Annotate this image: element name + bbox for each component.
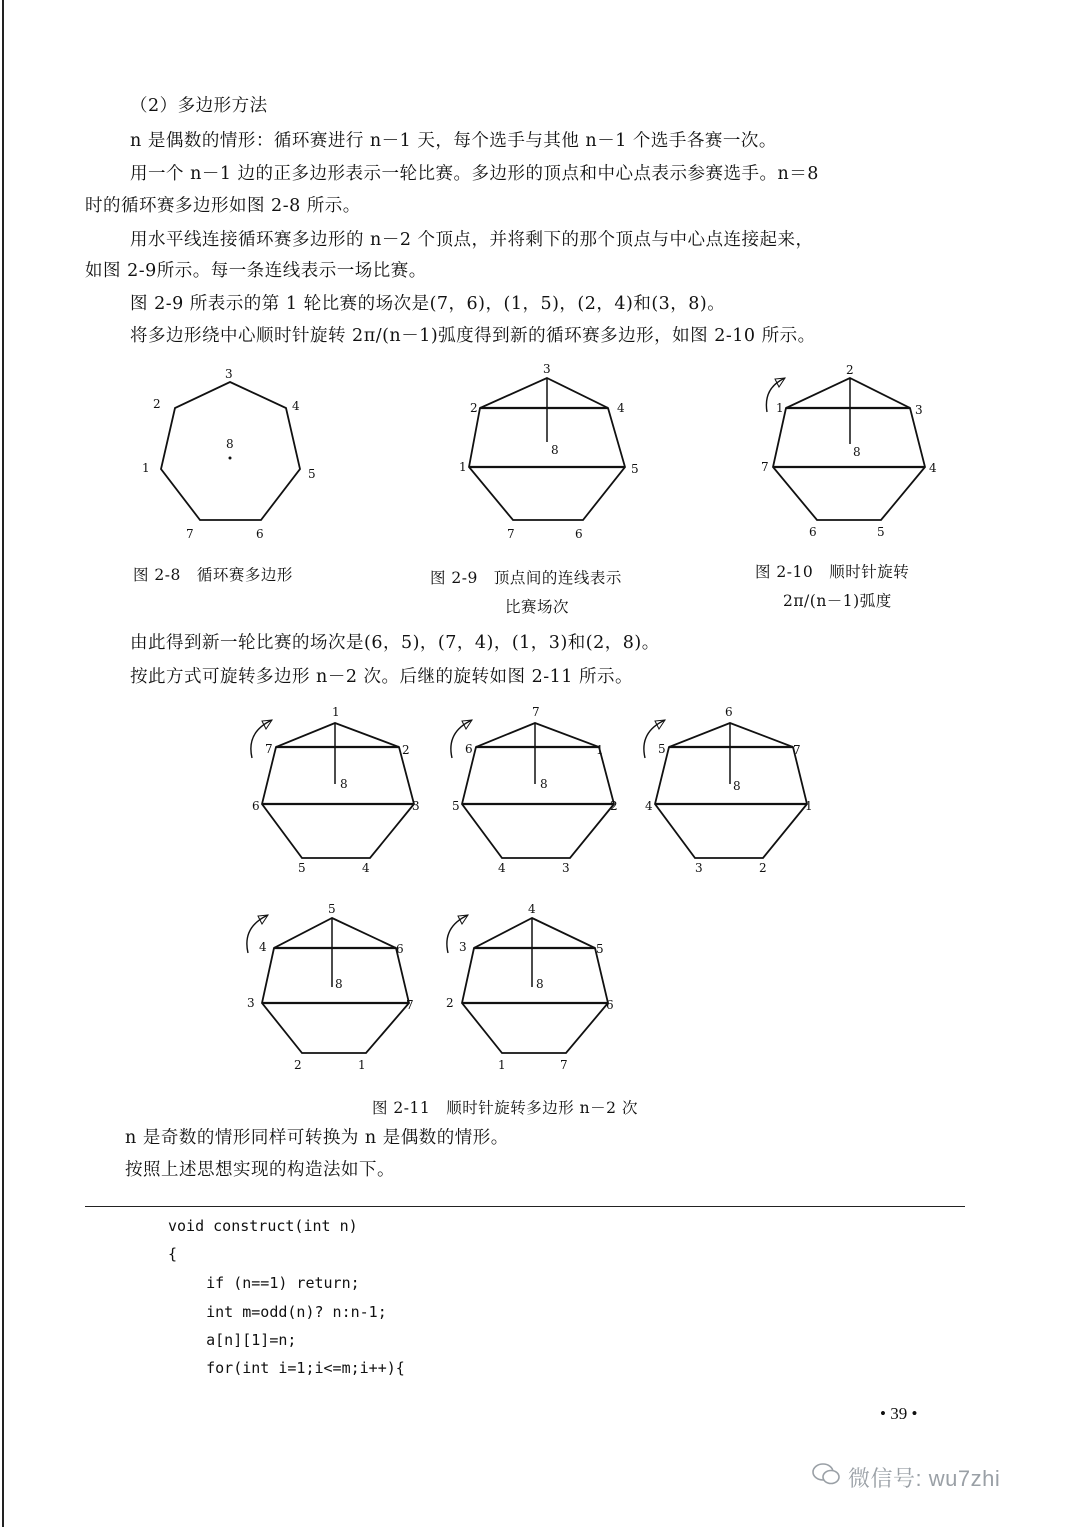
vertex-label: 6 xyxy=(606,998,614,1012)
section-title: （2）多边形方法 xyxy=(130,96,268,116)
paragraph: 由此得到新一轮比赛的场次是(6，5)，(7，4)，(1，3)和(2，8)。 xyxy=(130,633,660,653)
vertex-label: 3 xyxy=(225,367,233,381)
code-line: int m=odd(n)? n:n-1; xyxy=(170,1303,387,1321)
vertex-label: 2 xyxy=(294,1058,302,1072)
vertex-label: 4 xyxy=(528,902,536,916)
center-label: 8 xyxy=(226,437,234,451)
vertex-label: 3 xyxy=(412,799,420,813)
vertex-label: 3 xyxy=(459,940,467,954)
vertex-label: 2 xyxy=(446,996,454,1010)
vertex-label: 7 xyxy=(793,743,801,757)
code-line: for(int i=1;i<=m;i++){ xyxy=(170,1359,405,1377)
paragraph: n 是偶数的情形：循环赛进行 n－1 天，每个选手与其他 n－1 个选手各赛一次。 xyxy=(130,131,777,151)
vertex-label: 2 xyxy=(402,743,410,757)
code-line: void construct(int n) xyxy=(168,1217,358,1235)
center-label: 8 xyxy=(733,779,741,793)
code-line: if (n==1) return; xyxy=(170,1274,360,1292)
vertex-label: 3 xyxy=(543,362,551,376)
vertex-label: 4 xyxy=(292,399,300,413)
vertex-label: 7 xyxy=(507,527,515,541)
vertex-label: 7 xyxy=(186,527,194,541)
vertex-label: 4 xyxy=(929,461,937,475)
paragraph: 用一个 n－1 边的正多边形表示一轮比赛。多边形的顶点和中心点表示参赛选手。n＝8 xyxy=(130,164,819,184)
vertex-label: 5 xyxy=(452,799,460,813)
vertex-label: 4 xyxy=(645,799,653,813)
paragraph: 用水平线连接循环赛多边形的 n－2 个顶点，并将剩下的那个顶点与中心点连接起来， xyxy=(130,230,814,250)
vertex-label: 1 xyxy=(596,743,604,757)
vertex-label: 2 xyxy=(759,861,767,875)
code-line: { xyxy=(168,1245,178,1263)
vertex-label: 5 xyxy=(298,861,306,875)
figure-2-11-heptagon-3 xyxy=(625,700,825,880)
vertex-label: 4 xyxy=(259,940,267,954)
vertex-label: 1 xyxy=(776,401,784,415)
center-label: 8 xyxy=(853,445,861,459)
figure-2-11-heptagon-2 xyxy=(432,700,632,880)
figure-caption: 2π/(n－1)弧度 xyxy=(783,592,892,610)
code-line: a[n][1]=n; xyxy=(170,1331,297,1349)
watermark-text: 微信号: wu7zhi xyxy=(848,1466,1001,1491)
vertex-label: 5 xyxy=(658,742,666,756)
vertex-label: 6 xyxy=(256,527,264,541)
figure-caption: 图 2-9 顶点间的连线表示 xyxy=(430,569,622,587)
paragraph: 按此方式可旋转多边形 n－2 次。后继的旋转如图 2-11 所示。 xyxy=(130,667,633,687)
vertex-label: 1 xyxy=(142,461,150,475)
vertex-label: 2 xyxy=(153,397,161,411)
vertex-label: 7 xyxy=(265,742,273,756)
paragraph: n 是奇数的情形同样可转换为 n 是偶数的情形。 xyxy=(125,1128,509,1148)
vertex-label: 6 xyxy=(575,527,583,541)
figure-2-9-heptagon xyxy=(435,360,665,540)
vertex-label: 7 xyxy=(406,998,414,1012)
vertex-label: 6 xyxy=(809,525,817,539)
center-label: 8 xyxy=(335,977,343,991)
vertex-label: 7 xyxy=(761,460,769,474)
vertex-label: 4 xyxy=(362,861,370,875)
figure-caption: 比赛场次 xyxy=(505,598,570,616)
paragraph: 如图 2-9所示。每一条连线表示一场比赛。 xyxy=(85,261,427,281)
vertex-label: 6 xyxy=(465,742,473,756)
figure-caption: 图 2-10 顺时针旋转 xyxy=(755,563,910,581)
wechat-icon xyxy=(812,1461,842,1487)
vertex-label: 7 xyxy=(560,1058,568,1072)
vertex-label: 1 xyxy=(332,705,340,719)
vertex-label: 6 xyxy=(252,799,260,813)
paragraph: 时的循环赛多边形如图 2-8 所示。 xyxy=(85,196,361,216)
vertex-label: 2 xyxy=(846,363,854,377)
vertex-label: 3 xyxy=(562,861,570,875)
center-label: 8 xyxy=(340,777,348,791)
vertex-label: 3 xyxy=(695,861,703,875)
figure-2-8-heptagon xyxy=(120,360,340,540)
vertex-label: 5 xyxy=(631,462,639,476)
center-label: 8 xyxy=(536,977,544,991)
vertex-label: 6 xyxy=(396,942,404,956)
center-label: 8 xyxy=(551,443,559,457)
paragraph: 图 2-9 所表示的第 1 轮比赛的场次是(7，6)，(1，5)，(2，4)和(3，8)。 xyxy=(130,294,726,314)
vertex-label: 5 xyxy=(877,525,885,539)
vertex-label: 4 xyxy=(498,861,506,875)
figure-2-10-heptagon xyxy=(745,360,975,540)
paragraph: 按照上述思想实现的构造法如下。 xyxy=(125,1160,395,1180)
figure-2-11-heptagon-1 xyxy=(232,700,432,880)
vertex-label: 1 xyxy=(805,799,813,813)
vertex-label: 2 xyxy=(610,799,618,813)
figure-2-11-heptagon-4 xyxy=(228,895,428,1075)
vertex-label: 3 xyxy=(247,996,255,1010)
vertex-label: 2 xyxy=(470,401,478,415)
vertex-label: 1 xyxy=(459,460,467,474)
vertex-label: 6 xyxy=(725,705,733,719)
vertex-label: 4 xyxy=(617,401,625,415)
center-label: 8 xyxy=(540,777,548,791)
divider xyxy=(85,1206,965,1207)
vertex-label: 5 xyxy=(596,942,604,956)
vertex-label: 3 xyxy=(915,403,923,417)
page-number: • 39 • xyxy=(880,1404,918,1423)
page-left-border xyxy=(2,0,4,1527)
figure-2-11-heptagon-5 xyxy=(428,895,628,1075)
vertex-label: 5 xyxy=(328,902,336,916)
vertex-label: 1 xyxy=(358,1058,366,1072)
figure-caption: 图 2-11 顺时针旋转多边形 n－2 次 xyxy=(372,1099,638,1117)
vertex-label: 1 xyxy=(498,1058,506,1072)
paragraph: 将多边形绕中心顺时针旋转 2π/(n－1)弧度得到新的循环赛多边形，如图 2-10 所示。 xyxy=(130,326,816,346)
vertex-label: 7 xyxy=(532,705,540,719)
vertex-label: 5 xyxy=(308,467,316,481)
figure-caption: 图 2-8 循环赛多边形 xyxy=(133,566,293,584)
